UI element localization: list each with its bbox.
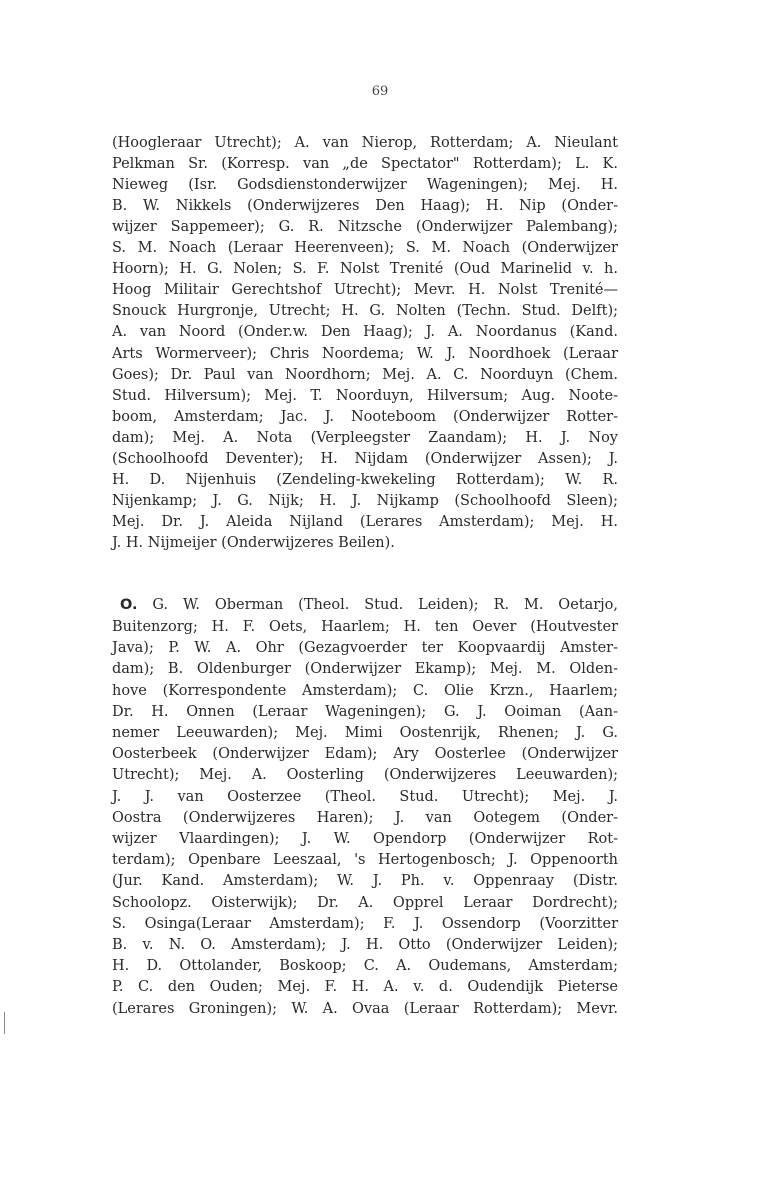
text-line: Oostra (Onderwijzeres Haren); J. van Ootegem (Onder- bbox=[112, 809, 618, 826]
text-line: B. v. N. O. Amsterdam); J. H. Otto (Onderwijzer Leiden); bbox=[112, 937, 618, 953]
text-line: S. M. Noach (Leraar Heerenveen); S. M. Noach (Onderwijzer bbox=[112, 240, 618, 257]
text-line: A. van Noord (Onder.w. Den Haag); J. A. Noordanus (Kand. bbox=[112, 324, 618, 341]
text-line: Arts Wormerveer); Chris Noordema; W. J. Noordhoek (Leraar bbox=[112, 345, 618, 362]
section-letter-o: O. bbox=[120, 597, 138, 613]
text-line: Nijenkamp; J. G. Nijk; H. J. Nijkamp (Schoolhoofd Sleen); bbox=[112, 492, 618, 509]
text-line: Goes); Dr. Paul van Noordhorn; Mej. A. C. Noorduyn (Chem. bbox=[112, 366, 618, 383]
text-line: H. D. Ottolander, Boskoop; C. A. Oudemans, Amsterdam; bbox=[112, 958, 618, 975]
text-line: (Lerares Groningen); W. A. Ovaa (Leraar Rotterdam); Mevr. bbox=[112, 1000, 618, 1017]
text-line: Java); P. W. A. Ohr (Gezagvoerder ter Koopvaardij Amster- bbox=[112, 640, 618, 657]
text-line: wijzer Sappemeer); G. R. Nitzsche (Onderwijzer Palembang); bbox=[112, 219, 618, 236]
text-line: H. D. Nijenhuis (Zendeling-kwekeling Rotterdam); W. R. bbox=[112, 471, 618, 488]
text-line: P. C. den Ouden; Mej. F. H. A. v. d. Oudendijk Pieterse bbox=[112, 979, 618, 996]
text-line: Pelkman Sr. (Korresp. van „de Spectator" Rotterdam); L. K. bbox=[112, 156, 618, 173]
text-line: J. H. Nijmeijer (Onderwijzeres Beilen). bbox=[112, 534, 395, 551]
text-line: terdam); Openbare Leeszaal, 's Hertogenbosch; J. Oppenoorth bbox=[112, 852, 618, 869]
text-line: (Schoolhoofd Deventer); H. Nijdam (Onderwijzer Assen); J. bbox=[112, 450, 618, 467]
text-line: Utrecht); Mej. A. Oosterling (Onderwijzeres Leeuwarden); bbox=[112, 767, 618, 784]
text-line: nemer Leeuwarden); Mej. Mimi Oostenrijk, Rhenen; J. G. bbox=[112, 725, 618, 741]
text-line: Stud. Hilversum); Mej. T. Noorduyn, Hilversum; Aug. Noote- bbox=[112, 387, 618, 404]
text-line: Dr. H. Onnen (Leraar Wageningen); G. J. Ooiman (Aan- bbox=[112, 703, 618, 720]
text-line: dam); Mej. A. Nota (Verpleegster Zaandam); H. J. Noy bbox=[112, 429, 618, 446]
text-line: B. W. Nikkels (Onderwijzeres Den Haag); H. Nip (Onder- bbox=[112, 198, 618, 215]
text-line: Mej. Dr. J. Aleida Nijland (Lerares Amsterdam); Mej. H. bbox=[112, 513, 618, 530]
text-line: hove (Korrespondente Amsterdam); C. Olie Krzn., Haarlem; bbox=[112, 682, 618, 699]
text-line: J. J. van Oosterzee (Theol. Stud. Utrecht); Mej. J. bbox=[112, 788, 618, 805]
text-line: wijzer Vlaardingen); J. W. Opendorp (Onderwijzer Rot- bbox=[112, 831, 618, 847]
text-line: Snouck Hurgronje, Utrecht; H. G. Nolten (Techn. Stud. Delft); bbox=[112, 303, 618, 320]
paragraph-o-first-line bbox=[120, 598, 618, 613]
page-number: 69 bbox=[371, 84, 389, 99]
text-line: (Jur. Kand. Amsterdam); W. J. Ph. v. Oppenraay (Distr. bbox=[112, 873, 618, 890]
paragraph-o-first-line-text: G. W. Oberman (Theol. Stud. Leiden); R. M. Oetarjo, bbox=[152, 597, 619, 613]
text-line: boom, Amsterdam; Jac. J. Nooteboom (Onderwijzer Rotter- bbox=[112, 408, 618, 425]
text-line: Hoorn); H. G. Nolen; S. F. Nolst Trenité (Oud Marinelid v. h. bbox=[112, 261, 618, 278]
text-line: Buitenzorg; H. F. Oets, Haarlem; H. ten Oever (Houtvester bbox=[112, 619, 618, 635]
text-line: dam); B. Oldenburger (Onderwijzer Ekamp); Mej. M. Olden- bbox=[112, 661, 618, 678]
margin-mark bbox=[4, 1012, 5, 1034]
text-line: S. Osinga(Leraar Amsterdam); F. J. Ossendorp (Voorzitter bbox=[112, 915, 618, 932]
text-line: Oosterbeek (Onderwijzer Edam); Ary Oosterlee (Onderwijzer bbox=[112, 746, 618, 763]
text-line: (Hoogleraar Utrecht); A. van Nierop, Rotterdam; A. Nieulant bbox=[112, 135, 618, 151]
text-line: Nieweg (Isr. Godsdienstonderwijzer Wageningen); Mej. H. bbox=[112, 177, 618, 194]
text-line: Schoolopz. Oisterwijk); Dr. A. Opprel Leraar Dordrecht); bbox=[112, 894, 618, 911]
text-line: Hoog Militair Gerechtshof Utrecht); Mevr. H. Nolst Trenité— bbox=[112, 282, 618, 299]
